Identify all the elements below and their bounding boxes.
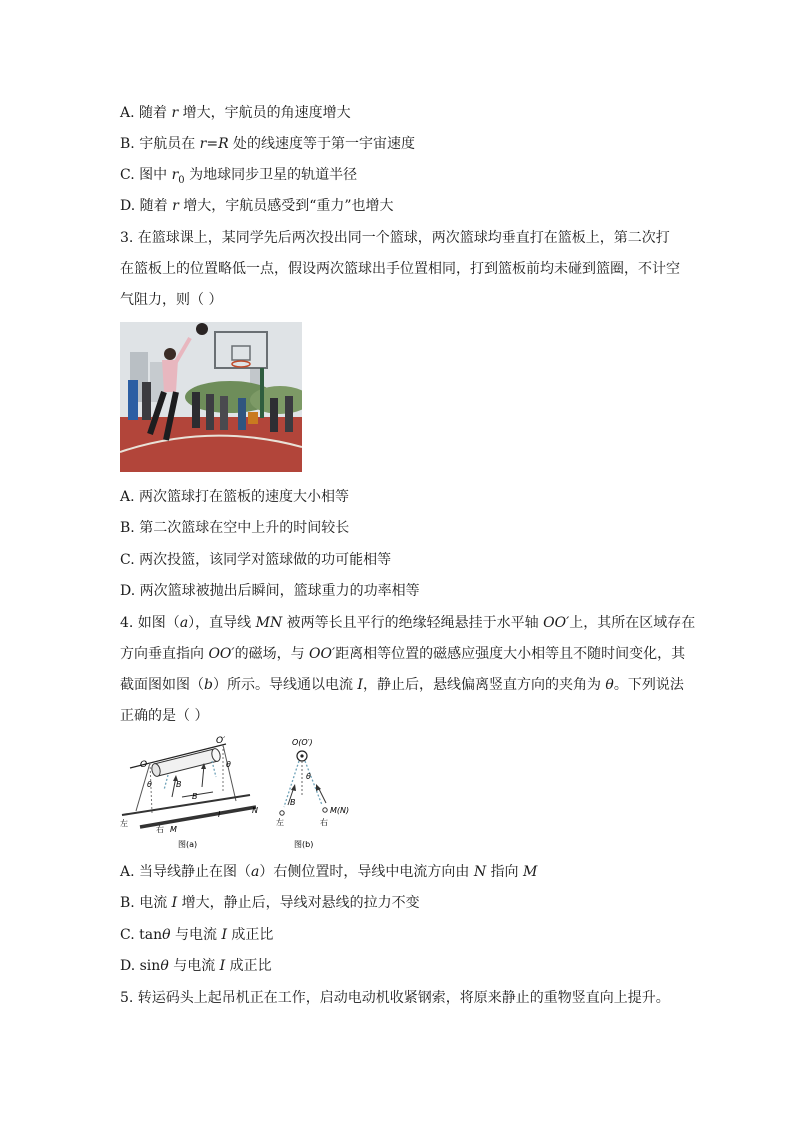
- fig-a-caption: 图(a): [178, 840, 198, 849]
- q4-stem-line1: 4. 如图（a），直导线 MN 被两等长且平行的绝缘轻绳悬挂于水平轴 OO′上，其所在区域存在: [120, 615, 696, 631]
- q3-option-c: C. 两次投篮，该同学对篮球做的功可能相等: [120, 552, 392, 568]
- figure-a-diagram: [118, 735, 268, 853]
- fig-b-label-theta: θ: [306, 772, 311, 781]
- fig-a-label-b1: B: [176, 780, 182, 789]
- fig-a-label-n: N: [252, 806, 258, 815]
- fig-b-label-right: 右: [320, 818, 328, 827]
- fig-b-label-mn: M(N): [330, 806, 350, 815]
- fig-b-label-axis: O(O′): [292, 738, 313, 747]
- basketball-scene-illustration: [120, 322, 302, 472]
- fig-b-label-b: B: [290, 798, 296, 807]
- q3-stem-line2: 在篮板上的位置略低一点，假设两次篮球出手位置相同，打到篮板前均未碰到篮圈，不计空: [120, 261, 680, 277]
- fig-a-label-left: 左: [120, 819, 128, 828]
- figure-b-diagram: [272, 735, 352, 853]
- fig-a-label-b2: B: [192, 792, 198, 801]
- fig-a-label-m: M: [170, 825, 177, 834]
- fig-b-caption: 图(b): [294, 840, 314, 849]
- q2-option-b: B. 宇航员在 r=R 处的线速度等于第一宇宙速度: [120, 136, 416, 152]
- q3-stem-line3: 气阻力，则（ ）: [120, 292, 223, 308]
- q3-stem-line1: 3. 在篮球课上，某同学先后两次投出同一个篮球，两次篮球均垂直打在篮板上，第二次打: [120, 230, 670, 246]
- q2-option-c: C. 图中 $r_0$ 为地球同步卫星的轨道半径: [120, 167, 358, 186]
- fig-b-label-left: 左: [276, 818, 284, 827]
- fig-a-label-o-prime: O′: [216, 736, 226, 746]
- q4-stem-line3: 截面图如图（b）所示。导线通以电流 I，静止后，悬线偏离竖直方向的夹角为 θ。下列说法: [120, 677, 684, 693]
- q2-option-d: D. 随着 r 增大，宇航员感受到“重力”也增大: [120, 198, 394, 214]
- q4-option-d: D. sinθ 与电流 I 成正比: [120, 958, 272, 974]
- q4-stem-line2: 方向垂直指向 OO′的磁场，与 OO′距离相等位置的磁感应强度大小相等且不随时间变化，其: [120, 646, 686, 662]
- q3-option-b: B. 第二次篮球在空中上升的时间较长: [120, 520, 350, 536]
- q4-option-b: B. 电流 I 增大，静止后，导线对悬线的拉力不变: [120, 895, 420, 911]
- fig-a-label-right: 右: [156, 825, 164, 834]
- q3-option-a: A. 两次篮球打在篮板的速度大小相等: [120, 489, 350, 505]
- q4-stem-line4: 正确的是（ ）: [120, 708, 209, 724]
- q4-option-c: C. tanθ 与电流 I 成正比: [120, 927, 274, 943]
- fig-a-label-i: I: [218, 810, 221, 819]
- fig-a-label-theta-left: θ: [147, 780, 152, 789]
- q3-option-d: D. 两次篮球被抛出后瞬间，篮球重力的功率相等: [120, 583, 420, 599]
- fig-a-label-o: O: [140, 760, 148, 770]
- q2-option-a: A. 随着 r 增大，宇航员的角速度增大: [120, 105, 351, 121]
- q4-option-a: A. 当导线静止在图（a）右侧位置时，导线中电流方向由 N 指向 M: [120, 864, 538, 880]
- q5-stem-line1: 5. 转运码头上起吊机正在工作，启动电动机收紧钢索，将原来静止的重物竖直向上提升。: [120, 990, 670, 1006]
- fig-a-label-theta-right: θ: [226, 760, 231, 769]
- basketball-photo: [120, 322, 302, 472]
